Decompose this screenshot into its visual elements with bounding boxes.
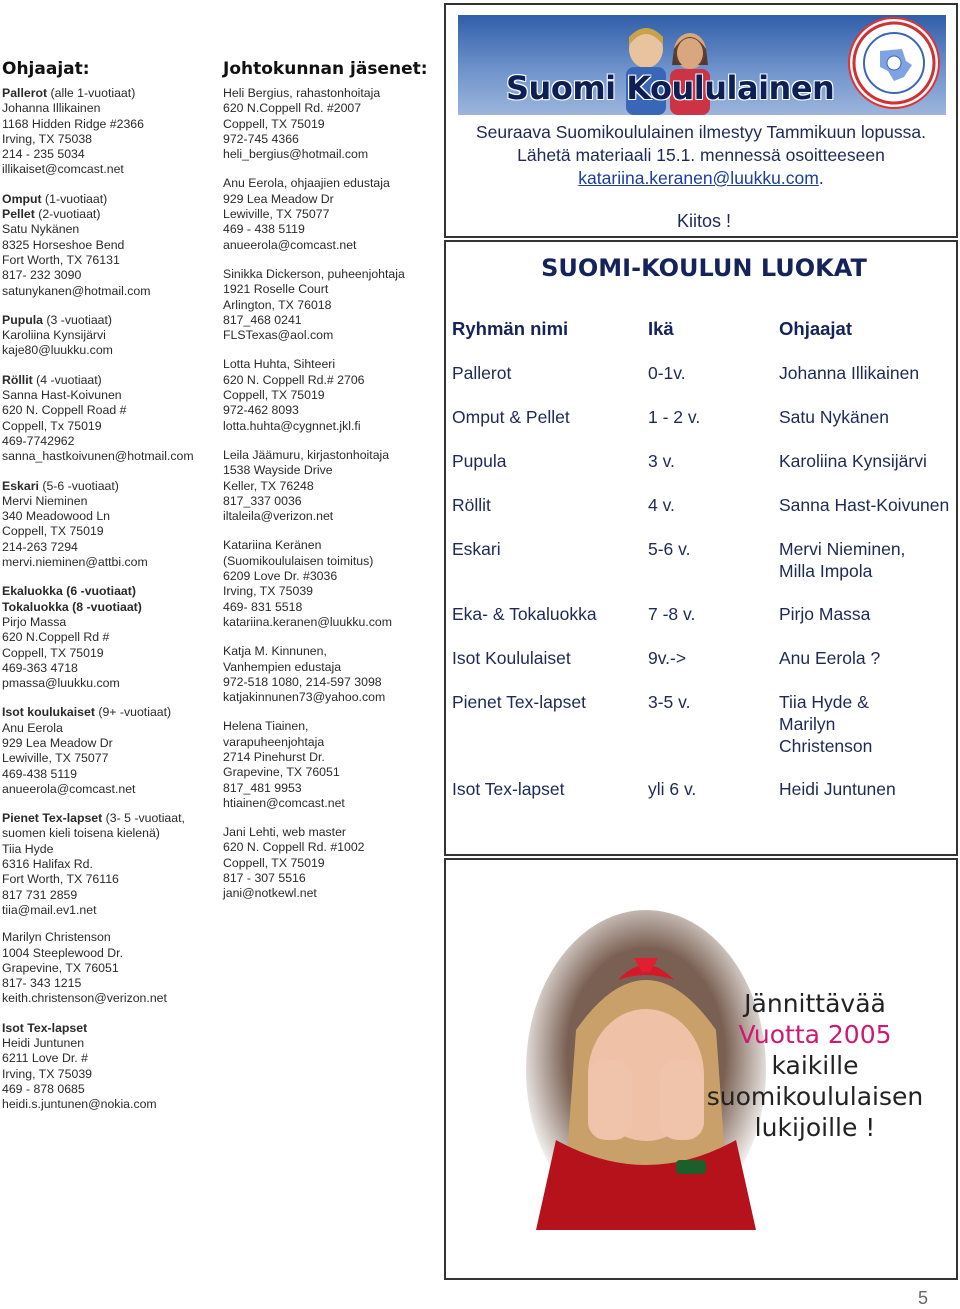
contact-line: Grapevine, TX 76051	[2, 960, 119, 975]
contact-line: Irving, TX 75038	[2, 131, 93, 146]
group-title	[2, 479, 217, 494]
contact-line: Johanna Illikainen	[2, 101, 101, 116]
contact-line: keith.christenson@verizon.net	[2, 991, 167, 1006]
board-contact-line: 972-518 1080, 214-597 3098	[223, 674, 382, 689]
class-teacher: Anu Eerola ?	[779, 648, 881, 668]
board-contact-line: Arlington, TX 76018	[223, 297, 332, 312]
board-list	[223, 86, 438, 902]
board-member-block	[223, 719, 438, 811]
group-name: Isot Tex-lapset	[2, 1020, 88, 1035]
group-name: Röllit	[2, 372, 33, 387]
board-contact-line: Coppell, TX 75019	[223, 855, 325, 870]
board-contact-line: 2714 Pinehurst Dr.	[223, 749, 325, 764]
teachers-list	[2, 86, 217, 1113]
class-teacher: Tiia Hyde &	[779, 692, 869, 712]
greeting-line-1: Jännittävää	[744, 989, 886, 1018]
classes-title: SUOMI-KOULUN LUOKAT	[541, 254, 867, 282]
masthead-title: Suomi Koululainen	[506, 69, 835, 107]
contact-line: 8325 Horseshoe Bend	[2, 237, 125, 252]
group-name: Pienet Tex-lapset	[2, 811, 103, 826]
group-name: Pallerot	[2, 86, 48, 100]
contact-line: 214 - 235 5034	[2, 147, 85, 162]
contact-line: 817- 232 3090	[2, 268, 82, 283]
class-teacher: Pirjo Massa	[779, 604, 871, 624]
group-age: (5-6 -vuotiaat)	[42, 478, 119, 493]
board-contact-line: 972-462 8093	[223, 403, 299, 418]
board-member-block	[223, 538, 438, 630]
board-contact-line: Coppell, TX 75019	[223, 388, 325, 403]
contact-line: Fort Worth, TX 76116	[2, 872, 119, 887]
board-contact-line: 620 N.Coppell Rd. #2007	[223, 101, 362, 116]
class-age: 4 v.	[648, 495, 675, 515]
board-contact-line: 817_337 0036	[223, 493, 302, 508]
board-member-block	[223, 357, 438, 433]
board-contact-line: iltaleila@verizon.net	[223, 509, 334, 524]
teacher-contact-block	[2, 86, 217, 178]
board-contact-line: 469- 831 5518	[223, 599, 303, 614]
class-teacher: Karoliina Kynsijärvi	[779, 451, 927, 471]
group-title	[2, 86, 217, 101]
group-title	[2, 1021, 217, 1036]
board-contact-line: katjakinnunen73@yahoo.com	[223, 690, 386, 705]
teacher-contact-block	[2, 1021, 217, 1113]
class-teacher: Marilyn	[779, 714, 836, 734]
board-column	[223, 58, 438, 916]
class-age: yli 6 v.	[648, 779, 697, 799]
board-contact-line: Heli Bergius, rahastonhoitaja	[223, 86, 381, 100]
group-title	[2, 313, 217, 328]
greeting-line-5: lukijoille !	[754, 1113, 876, 1142]
teachers-heading: Ohjaajat:	[2, 59, 90, 79]
greeting-frame	[444, 858, 958, 1280]
board-contact-line: 929 Lea Meadow Dr	[223, 191, 334, 206]
board-heading: Johtokunnan jäsenet:	[223, 59, 428, 79]
group-name: Tokaluokka (8 -vuotiaat)	[2, 599, 142, 614]
class-name: Pupula	[452, 451, 507, 471]
school-logo-icon	[848, 17, 940, 109]
class-teacher: Johanna Illikainen	[779, 363, 920, 383]
class-teacher: Milla Impola	[779, 561, 873, 581]
board-contact-line: 6209 Love Dr. #3036	[223, 569, 338, 584]
contact-line: Fort Worth, TX 76131	[2, 252, 120, 267]
group-title	[2, 192, 217, 207]
group-name: Isot koulukaiset	[2, 705, 95, 720]
contact-line: satunykanen@hotmail.com	[2, 283, 151, 298]
contact-line: 1004 Steeplewood Dr.	[2, 945, 124, 960]
board-contact-line: Lotta Huhta, Sihteeri	[223, 357, 336, 372]
contact-line: 929 Lea Meadow Dr	[2, 735, 113, 750]
board-contact-line: 817_481 9953	[223, 780, 302, 795]
classes-table-frame	[444, 240, 958, 856]
page-number: 5	[917, 1288, 928, 1308]
board-contact-line: Irving, TX 75039	[223, 584, 314, 599]
header-group-name: Ryhmän nimi	[452, 318, 569, 339]
class-teacher: Heidi Juntunen	[779, 779, 896, 799]
greeting-line-2: Vuotta 2005	[738, 1020, 892, 1049]
header-age: Ikä	[648, 318, 674, 339]
contact-line: Marilyn Christenson	[2, 930, 111, 945]
class-name: Eka- & Tokaluokka	[452, 604, 597, 624]
notice-period: .	[818, 168, 824, 188]
contact-line: 214-263 7294	[2, 539, 78, 554]
contact-line: sanna_hastkoivunen@hotmail.com	[2, 449, 194, 464]
board-contact-line: htiainen@comcast.net	[223, 795, 345, 810]
group-age: (1-vuotiaat)	[45, 191, 108, 206]
board-contact-line: Katariina Keränen	[223, 538, 322, 553]
thanks-text: Kiitos !	[676, 211, 732, 231]
contact-line: Heidi Juntunen	[2, 1036, 85, 1051]
class-teacher: Satu Nykänen	[779, 407, 889, 427]
teacher-contact-block	[2, 192, 217, 299]
group-age: (9+ -vuotiaat)	[98, 705, 172, 720]
teacher-contact-block	[2, 479, 217, 571]
board-contact-line: Helena Tiainen,	[223, 719, 309, 734]
contact-line: illikaiset@comcast.net	[2, 162, 124, 177]
board-contact-line: 1538 Wayside Drive	[223, 463, 333, 478]
board-member-block	[223, 448, 438, 524]
class-age: 1 - 2 v.	[648, 407, 701, 427]
board-contact-line: Anu Eerola, ohjaajien edustaja	[223, 176, 390, 191]
group-title	[2, 705, 217, 720]
contact-line: 469-438 5119	[2, 766, 77, 781]
teacher-contact-block	[2, 313, 217, 359]
teacher-contact-block	[2, 705, 217, 797]
contact-line: mervi.nieminen@attbi.com	[2, 555, 148, 570]
new-year-greeting	[700, 988, 930, 1143]
board-contact-line: FLSTexas@aol.com	[223, 328, 334, 343]
group-title-secondary	[2, 600, 217, 615]
class-name: Röllit	[452, 495, 491, 515]
board-contact-line: varapuheenjohtaja	[223, 734, 325, 749]
board-contact-line: 620 N. Coppell Rd. #1002	[223, 840, 365, 855]
contact-line: pmassa@luukku.com	[2, 676, 120, 691]
group-name: Ekaluokka (6 -vuotiaat)	[2, 584, 136, 599]
group-name: Eskari	[2, 478, 39, 493]
notice-line-1: Seuraava Suomikoululainen ilmestyy Tammikuun lopussa.	[475, 122, 927, 142]
contact-line: 6316 Halifax Rd.	[2, 857, 93, 872]
board-member-block	[223, 825, 438, 901]
newsletter-banner-frame	[444, 3, 958, 238]
board-contact-line: lotta.huhta@cygnnet.jkl.fi	[223, 418, 361, 433]
board-contact-line: Keller, TX 76248	[223, 478, 314, 493]
board-contact-line: 1921 Roselle Court	[223, 282, 329, 297]
board-contact-line: Leila Jäämuru, kirjastonhoitaja	[223, 447, 390, 462]
class-name: Pienet Tex-lapset	[452, 692, 586, 712]
contact-line: Mervi Nieminen	[2, 493, 88, 508]
board-contact-line: 817_468 0241	[223, 312, 302, 327]
class-name: Isot Koululaiset	[452, 648, 571, 668]
contact-line: Sanna Hast-Koivunen	[2, 388, 122, 403]
teacher-contact-block	[2, 373, 217, 465]
group-age: (3 -vuotiaat)	[46, 312, 113, 327]
board-contact-line: 817 - 307 5516	[223, 871, 306, 886]
class-name: Omput & Pellet	[452, 407, 570, 427]
masthead-banner	[458, 15, 946, 115]
class-name: Isot Tex-lapset	[452, 779, 565, 799]
next-issue-notice	[446, 121, 956, 190]
board-contact-line: (Suomikoululaisen toimitus)	[223, 553, 374, 568]
class-teacher: Sanna Hast-Koivunen	[779, 495, 950, 515]
class-age: 3 v.	[648, 451, 675, 471]
teacher-contact-block	[2, 811, 217, 918]
class-age: 7 -8 v.	[648, 604, 696, 624]
contact-line: Anu Eerola	[2, 720, 63, 735]
contact-line: 340 Meadowood Ln	[2, 509, 111, 524]
header-teachers: Ohjaajat	[779, 318, 852, 339]
group-title	[2, 584, 217, 599]
editor-email-link[interactable]: katariina.keranen@luukku.com	[578, 168, 819, 188]
contact-line: 6211 Love Dr. #	[2, 1051, 88, 1066]
class-name: Pallerot	[452, 363, 512, 383]
contact-line: Lewiville, TX 75077	[2, 751, 109, 766]
contact-line: 817 731 2859	[2, 887, 78, 902]
group-age: (4 -vuotiaat)	[36, 372, 102, 387]
contact-line: 620 N. Coppell Road #	[2, 403, 127, 418]
board-contact-line: katariina.keranen@luukku.com	[223, 614, 393, 629]
contact-line: 620 N.Coppell Rd #	[2, 630, 110, 645]
group-title	[2, 373, 217, 388]
greeting-line-4: suomikoululaisen	[706, 1082, 924, 1111]
contact-line: Coppell, TX 75019	[2, 645, 104, 660]
contact-line: anueerola@comcast.net	[2, 781, 136, 796]
board-contact-line: Lewiville, TX 75077	[223, 207, 330, 222]
board-contact-line: Sinikka Dickerson, puheenjohtaja	[223, 266, 405, 281]
teacher-contact-block	[2, 584, 217, 691]
contact-line: Coppell, Tx 75019	[2, 418, 102, 433]
class-age: 3-5 v.	[648, 692, 691, 712]
class-teacher: Christenson	[779, 736, 873, 756]
board-contact-line: Vanhempien edustaja	[223, 659, 342, 674]
contact-line: 1168 Hidden Ridge #2366	[2, 116, 144, 131]
contact-line: Satu Nykänen	[2, 222, 80, 237]
group-name: Omput	[2, 191, 42, 206]
contact-line: 817- 343 1215	[2, 976, 82, 991]
group-title	[2, 811, 217, 842]
board-member-block	[223, 267, 438, 343]
teachers-column	[2, 58, 217, 1127]
group-age: (alle 1-vuotiaat)	[50, 86, 136, 100]
contact-line: Tiia Hyde	[2, 841, 54, 856]
contact-line: Pirjo Massa	[2, 614, 67, 629]
board-member-block	[223, 644, 438, 705]
greeting-line-3: kaikille	[771, 1051, 859, 1080]
contact-line: tiia@mail.ev1.net	[2, 902, 97, 917]
class-age: 0-1v.	[648, 363, 686, 383]
group-age: (3- 5 -vuotiaat, suomen kieli toisena kielenä)	[2, 811, 185, 841]
board-contact-line: 469 - 438 5119	[223, 222, 305, 237]
contact-line: Karoliina Kynsijärvi	[2, 328, 106, 343]
board-contact-line: 620 N. Coppell Rd.# 2706	[223, 372, 365, 387]
board-contact-line: 972-745 4366	[223, 131, 299, 146]
group-title-secondary	[2, 207, 217, 222]
board-contact-line: heli_bergius@hotmail.com	[223, 147, 369, 162]
group-name: Pellet	[2, 207, 35, 222]
board-contact-line: Coppell, TX 75019	[223, 116, 325, 131]
board-contact-line: jani@notkewl.net	[223, 886, 317, 901]
class-teacher: Mervi Nieminen,	[779, 539, 906, 559]
board-member-block	[223, 176, 438, 252]
contact-line: kaje80@luukku.com	[2, 343, 113, 358]
contact-line: 469-363 4718	[2, 660, 78, 675]
board-member-block	[223, 86, 438, 162]
group-age: (2-vuotiaat)	[38, 207, 101, 222]
teacher-contact-block	[2, 930, 217, 1006]
board-contact-line: anueerola@comcast.net	[223, 237, 357, 252]
class-age: 5-6 v.	[648, 539, 691, 559]
notice-line-2: Lähetä materiaali 15.1. mennessä osoitteeseen	[517, 145, 885, 165]
contact-line: Irving, TX 75039	[2, 1066, 93, 1081]
contact-line: 469-7742962	[2, 433, 75, 448]
board-contact-line: Jani Lehti, web master	[223, 825, 347, 840]
board-contact-line: Grapevine, TX 76051	[223, 765, 340, 780]
class-age: 9v.->	[648, 648, 687, 668]
group-name: Pupula	[2, 312, 43, 327]
contact-line: 469 - 878 0685	[2, 1081, 85, 1096]
board-contact-line: Katja M. Kinnunen,	[223, 644, 327, 659]
contact-line: Coppell, TX 75019	[2, 524, 104, 539]
contact-line: heidi.s.juntunen@nokia.com	[2, 1097, 157, 1112]
class-name: Eskari	[452, 539, 501, 559]
